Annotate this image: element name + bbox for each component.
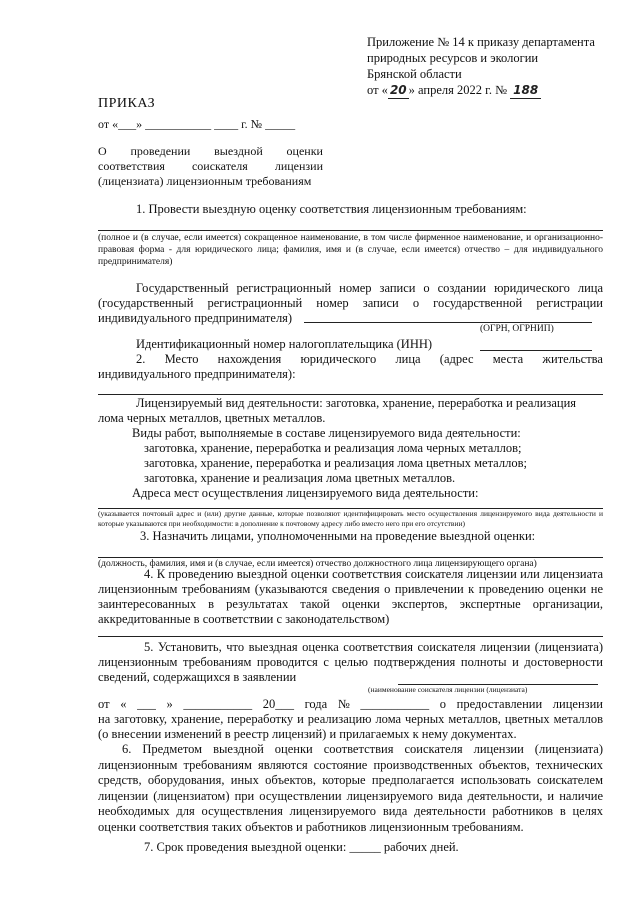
work-item-3: заготовка, хранение и реализация лома цветных металлов. (144, 471, 456, 485)
subject-line-1 (98, 144, 323, 159)
item-5-word: предоставлении (456, 697, 543, 711)
item-2-word: жительства (542, 352, 603, 366)
item-3-note: (должность, фамилия, имя и (в случае, если имеется) отчество должностного лица лицензирующего органа) (98, 559, 537, 569)
item-5-word: ___ (137, 697, 156, 711)
work-item-1: заготовка, хранение, переработка и реализация лома черных металлов; (144, 441, 522, 455)
page-title: ПРИКАЗ (98, 96, 156, 111)
item-2-label: 2. (136, 352, 146, 366)
item-2-line-2: индивидуального предпринимателя): (98, 367, 296, 381)
subject-line-3: (лицензиата) лицензионным требованиям (98, 174, 312, 188)
item-7-text: 7. Срок проведения выездной оценки: _____ рабочих дней. (144, 840, 459, 854)
item-1-note: (полное и (в случае, если имеется) сокращенное наименование, в том числе фирменное наименование, и организационно-правовая форма - для юридического лица; фамилия, имя и (в случае, если имеется) отчество – для индивидуального предпринимателя) (98, 233, 603, 267)
subject-word: лицензии (274, 159, 323, 173)
item-5-word: года (304, 697, 328, 711)
item-1-text: 1. Провести выездную оценку соответствия лицензионным требованиям: (136, 202, 527, 216)
item-2-word: нахождения (217, 352, 282, 366)
work-item-2: заготовка, хранение, переработка и реализация лома цветных металлов; (144, 456, 527, 470)
address-title: Адреса мест осуществления лицензируемого вида деятельности: (132, 486, 479, 500)
subject-word: соискателя (191, 159, 248, 173)
header-line-1: Приложение № 14 к приказу департамента (367, 35, 595, 49)
item-5-text: 5. Установить, что выездная оценка соответствия соискателя лицензии (лицензиата) лицензионным требованиям проводится с целью подтверждения полноты и достоверности сведений, содержащихся в заявлении (98, 640, 603, 684)
item-2-word: лица (395, 352, 421, 366)
item-2-word: юридического (300, 352, 377, 366)
works-title: Виды работ, выполняемые в составе лицензируемого вида деятельности: (132, 426, 521, 440)
address-note: (указывается почтовый адрес и (или) другие данные, которые позволяют идентифицировать место осуществления лицензируемого вида деятельности и которые указываются при необходимости: в дополнение к почтовому адресу либо вместо него при его отсутствии) (98, 509, 603, 528)
header-date-line (367, 82, 595, 99)
subject-word: соответствия (98, 159, 165, 173)
blank-line (98, 230, 603, 231)
item-2-word: Место (164, 352, 199, 366)
item-5-word: о (439, 697, 446, 711)
activity-line-1: Лицензируемый вид деятельности: заготовка, хранение, переработка и реализация (136, 396, 577, 410)
header-line-3: Брянской области (367, 67, 462, 81)
item-2 (98, 352, 603, 382)
handwritten-order-number: 188 (510, 82, 541, 99)
subject-word: О (98, 144, 107, 158)
item-3-text: 3. Назначить лицами, уполномоченными на проведение выездной оценки: (140, 529, 536, 543)
activity-line-2: лома черных металлов, цветных металлов. (98, 411, 326, 425)
ogrn-caption: (ОГРН, ОГРНИП) (480, 324, 554, 334)
item-6-text: 6. Предметом выездной оценки соответствия соискателя лицензии (лицензиата) лицензионным требованиям являются состояние производственных объектов, технических средств, оборудования, иных объектов, которые предполагается использовать соискателем лицензии (лицензиатом) при осуществлении лицензируемого вида деятельности, и наличие необходимых для осуществления лицензируемого вида деятельности работников в целях оценки соответствия таких объектов и работников лицензионным требованиям. (98, 742, 603, 834)
activity-block (98, 396, 603, 501)
order-subject (98, 144, 323, 189)
item-5-word: от (98, 697, 110, 711)
item-5-word: 20___ (262, 697, 294, 711)
ogrn-text: Государственный регистрационный номер записи о создании юридического лица (государственный регистрационный номер записи о государственной регистрации индивидуального предпринимателя) (98, 281, 603, 325)
blank-line (480, 350, 592, 351)
item-5-word: № (337, 697, 350, 711)
item-5-word: » (166, 697, 173, 711)
header-line-2: природных ресурсов и экологии (367, 51, 539, 65)
subject-word: выездной (214, 144, 263, 158)
header-date-mid: » апреля 2022 г. № (408, 83, 508, 97)
item-5-word: ___________ (183, 697, 253, 711)
item-5-word: « (120, 697, 127, 711)
inn-label: Идентификационный номер налогоплательщика (ИНН) (136, 337, 433, 351)
blank-line (98, 394, 603, 395)
blank-line (98, 636, 603, 637)
appendix-header (367, 34, 595, 99)
order-date-line: от «___» ___________ ____ г. № _____ (98, 117, 296, 131)
item-2-word: (адрес (439, 352, 474, 366)
item-5-rest: на заготовку, хранение, переработку и реализацию лома черных металлов, цветных металлов (о внесении изменений в реестр лицензий) и прилагаемых к нему документах. (98, 712, 603, 741)
subject-word: проведении (130, 144, 191, 158)
item-5-word: ___________ (360, 697, 430, 711)
item-5-caption: (наименование соискателя лицензии (лицензиата) (368, 685, 528, 694)
subject-line-2 (98, 159, 323, 174)
handwritten-day: 20 (389, 83, 407, 97)
item-5-from-line (98, 697, 603, 712)
item-2-word: места (492, 352, 524, 366)
subject-word: оценки (286, 144, 323, 158)
item-4-text: 4. К проведению выездной оценки соответствия соискателя лицензии или лицензиата лицензионным требованиям (указываются сведения о привлечении к проведению оценки не заинтересованных в результатах такой оценки экспертов, экспертные организации, аккредитованные в соответствии с законодательством) (98, 567, 603, 626)
item-5-word: лицензии (552, 697, 603, 711)
header-date-prefix: от « (367, 83, 388, 97)
